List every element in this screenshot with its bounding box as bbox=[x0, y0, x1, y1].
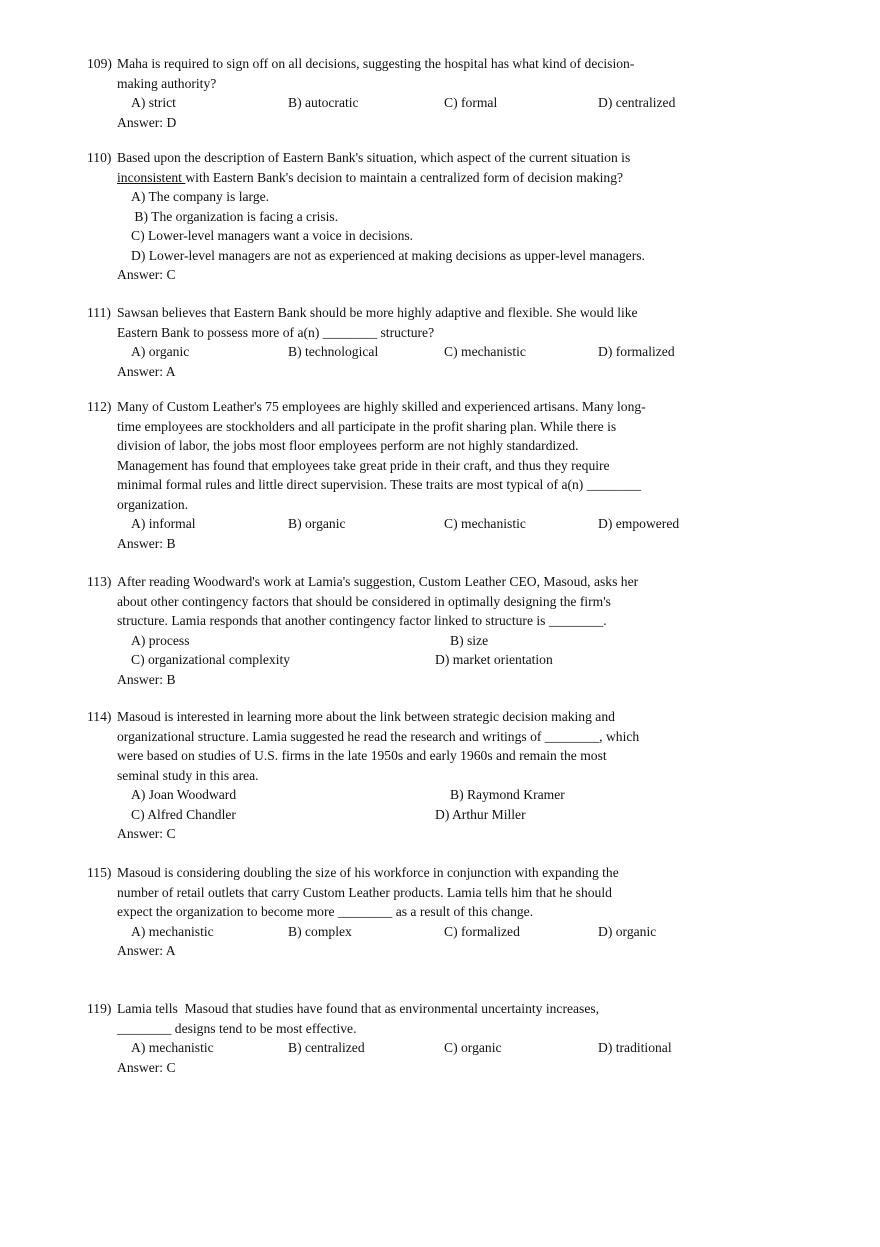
answer-option: D) empowered bbox=[598, 516, 680, 531]
question-stem-line: ________ designs tend to be most effective. bbox=[117, 1020, 357, 1036]
answer-option: A) mechanistic bbox=[131, 923, 214, 939]
answer-key: Answer: C bbox=[117, 826, 176, 841]
answer-option: A) strict bbox=[131, 95, 176, 110]
question-number: 111) bbox=[87, 305, 111, 320]
question-stem-line: Management has found that employees take great pride in their craft, and thus they require bbox=[117, 457, 610, 473]
question-stem-line: organizational structure. Lamia suggested he read the research and writings of ________, which bbox=[117, 728, 640, 744]
stem-text: with Eastern Bank's decision to maintain a centralized form of decision making? bbox=[185, 169, 624, 185]
answer-option: C) mechanistic bbox=[444, 516, 526, 531]
question-stem-line bbox=[117, 168, 623, 188]
answer-option: B) autocratic bbox=[288, 95, 359, 110]
answer-option: A) The company is large. bbox=[131, 189, 270, 204]
answer-key: Answer: C bbox=[117, 267, 176, 282]
answer-option: B) technological bbox=[288, 344, 379, 359]
question-stem-line: were based on studies of U.S. firms in the late 1950s and early 1960s and remain the most bbox=[117, 748, 607, 763]
answer-key: Answer: B bbox=[117, 671, 176, 687]
answer-option: B) complex bbox=[288, 923, 352, 939]
answer-option: D) formalized bbox=[598, 344, 675, 359]
question-number: 113) bbox=[87, 574, 112, 589]
question-stem-line: division of labor, the jobs most floor employees perform are not highly standardized. bbox=[117, 438, 579, 453]
answer-option: A) mechanistic bbox=[131, 1040, 214, 1055]
question-stem-line: making authority? bbox=[117, 75, 217, 91]
answer-option: C) formal bbox=[444, 95, 498, 110]
question-number: 115) bbox=[87, 865, 112, 880]
question-stem-line: Lamia tells Masoud that studies have found that as environmental uncertainty increases, bbox=[117, 1001, 600, 1016]
answer-option: D) market orientation bbox=[435, 652, 553, 667]
answer-key: Answer: A bbox=[117, 943, 176, 958]
question-number: 119) bbox=[87, 1001, 112, 1016]
answer-key: Answer: B bbox=[117, 535, 176, 551]
question-stem-line: seminal study in this area. bbox=[117, 767, 259, 783]
question-stem-line: about other contingency factors that should be considered in optimally designing the firm's bbox=[117, 593, 611, 609]
answer-option: A) Joan Woodward bbox=[131, 787, 237, 802]
question-stem-line: Eastern Bank to possess more of a(n) ________ structure? bbox=[117, 324, 435, 340]
answer-option: B) organic bbox=[288, 516, 346, 531]
answer-option: C) formalized bbox=[444, 923, 520, 939]
answer-option: D) centralized bbox=[598, 95, 676, 110]
question-number: 110) bbox=[87, 150, 112, 165]
underlined-term: inconsistent bbox=[117, 169, 186, 185]
question-stem-line: Many of Custom Leather's 75 employees are highly skilled and experienced artisans. Many long- bbox=[117, 399, 646, 414]
question-number: 114) bbox=[87, 709, 112, 724]
answer-option: C) Lower-level managers want a voice in decisions. bbox=[131, 228, 414, 243]
answer-option: A) organic bbox=[131, 344, 190, 359]
answer-option: B) size bbox=[450, 632, 489, 648]
question-stem-line: Sawsan believes that Eastern Bank should be more highly adaptive and flexible. She would like bbox=[117, 305, 638, 320]
question-stem-line: time employees are stockholders and all participate in the profit sharing plan. While there is bbox=[117, 418, 617, 434]
question-stem-line: Based upon the description of Eastern Bank's situation, which aspect of the current situation is bbox=[117, 150, 631, 165]
question-number: 109) bbox=[87, 56, 112, 71]
question-stem-line: After reading Woodward's work at Lamia's suggestion, Custom Leather CEO, Masoud, asks her bbox=[117, 574, 639, 589]
answer-option: B) Raymond Kramer bbox=[450, 787, 565, 802]
question-stem-line: Masoud is interested in learning more about the link between strategic decision making and bbox=[117, 709, 615, 724]
answer-option: D) organic bbox=[598, 923, 657, 939]
answer-option: A) informal bbox=[131, 516, 196, 531]
question-stem-line: Masoud is considering doubling the size of his workforce in conjunction with expanding the bbox=[117, 865, 619, 880]
question-number: 112) bbox=[87, 399, 112, 414]
question-stem-line: Maha is required to sign off on all decisions, suggesting the hospital has what kind of decision- bbox=[117, 56, 635, 71]
answer-option: C) Alfred Chandler bbox=[131, 806, 236, 822]
answer-option: C) organic bbox=[444, 1040, 502, 1055]
answer-key: Answer: C bbox=[117, 1059, 176, 1075]
question-stem-line: structure. Lamia responds that another contingency factor linked to structure is ________. bbox=[117, 613, 607, 628]
answer-option: C) mechanistic bbox=[444, 344, 526, 359]
question-stem-line: expect the organization to become more ________ as a result of this change. bbox=[117, 904, 534, 919]
answer-key: Answer: A bbox=[117, 363, 176, 379]
answer-option: B) The organization is facing a crisis. bbox=[131, 208, 339, 224]
answer-option: D) Lower-level managers are not as experienced at making decisions as upper-level managers. bbox=[131, 247, 645, 263]
answer-option: D) traditional bbox=[598, 1040, 672, 1055]
question-stem-line: minimal formal rules and little direct supervision. These traits are most typical of a(n) ________ bbox=[117, 477, 642, 492]
answer-option: A) process bbox=[131, 632, 190, 648]
question-stem-line: organization. bbox=[117, 496, 189, 512]
answer-option: C) organizational complexity bbox=[131, 652, 291, 667]
question-stem-line: number of retail outlets that carry Custom Leather products. Lamia tells him that he should bbox=[117, 884, 612, 900]
answer-key: Answer: D bbox=[117, 114, 177, 130]
answer-option: B) centralized bbox=[288, 1040, 365, 1055]
answer-option: D) Arthur Miller bbox=[435, 806, 526, 822]
